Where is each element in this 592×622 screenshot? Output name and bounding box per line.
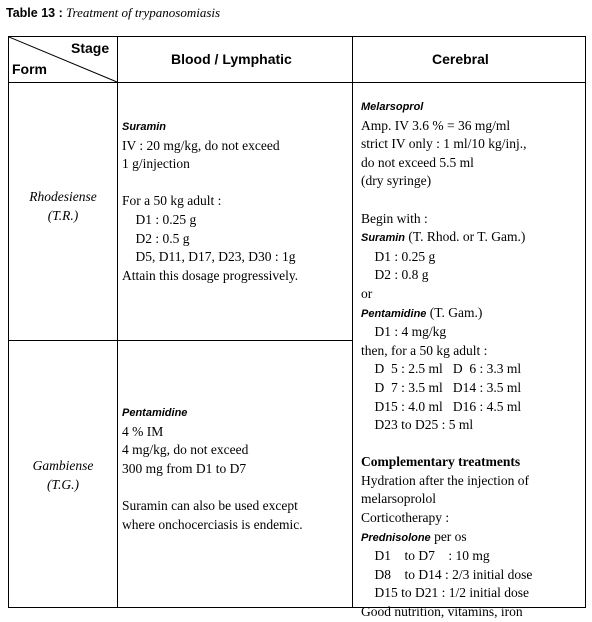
text-line: 4 mg/kg, do not exceed bbox=[122, 442, 249, 458]
drug-pentamidine-cerebral: Pentamidine bbox=[361, 307, 427, 320]
text-line: per os bbox=[430, 528, 467, 544]
drug-melarsoprol: Melarsoprol bbox=[361, 101, 424, 113]
header-stage: Stage bbox=[71, 40, 110, 56]
row-gambiense bbox=[9, 456, 117, 494]
caption-label: Table 13 : bbox=[6, 6, 63, 20]
text-line: Hydration after the injection of bbox=[361, 472, 529, 488]
drug-pentamidine: Pentamidine bbox=[122, 407, 188, 419]
text-line: D 7 : 3.5 ml D14 : 3.5 ml bbox=[361, 379, 522, 395]
text-line: strict IV only : 1 ml/10 kg/inj., bbox=[361, 136, 527, 152]
text-line: melarsoprolol bbox=[361, 491, 436, 507]
text-line: 300 mg from D1 to D7 bbox=[122, 460, 247, 476]
text-line: D8 to D14 : 2/3 initial dose bbox=[361, 566, 533, 582]
table-caption bbox=[6, 5, 220, 21]
text-line: IV : 20 mg/kg, do not exceed bbox=[122, 137, 280, 153]
gambiense-name: Gambiense bbox=[32, 458, 94, 473]
treatment-table bbox=[8, 36, 586, 620]
cell-cerebral bbox=[361, 97, 532, 622]
text-line: D1 to D7 : 10 mg bbox=[361, 548, 490, 564]
text-line: do not exceed 5.5 ml bbox=[361, 154, 474, 170]
column-divider-form bbox=[117, 37, 118, 607]
text-line: D2 : 0.8 g bbox=[361, 267, 429, 283]
drug-suramin: Suramin bbox=[122, 121, 167, 133]
text-line: Attain this dosage progressively. bbox=[122, 267, 299, 283]
text-line: (T. Gam.) bbox=[426, 304, 483, 320]
column-divider-blood bbox=[352, 37, 353, 607]
text-line: D23 to D25 : 5 ml bbox=[361, 417, 474, 433]
gambiense-abbr: (T.G.) bbox=[47, 477, 79, 492]
text-line: 4 % IM bbox=[122, 423, 164, 439]
header-blood-lymphatic: Blood / Lymphatic bbox=[171, 51, 292, 67]
cell-blood-rhodesiense bbox=[122, 117, 298, 285]
text-line: 1 g/injection bbox=[122, 156, 190, 172]
caption-title: Treatment of trypanosomiasis bbox=[65, 5, 221, 20]
text-line: or bbox=[361, 285, 373, 301]
row-divider bbox=[9, 340, 353, 341]
text-line: D1 : 0.25 g bbox=[361, 248, 436, 264]
complementary-treatments-title: Complementary treatments bbox=[361, 454, 521, 470]
text-line: Suramin can also be used except bbox=[122, 497, 298, 513]
text-line: (dry syringe) bbox=[361, 173, 432, 189]
header-form: Form bbox=[12, 61, 47, 77]
drug-suramin-cerebral: Suramin bbox=[361, 232, 406, 245]
text-line: D15 : 4.0 ml D16 : 4.5 ml bbox=[361, 398, 522, 414]
rhodesiense-abbr: (T.R.) bbox=[47, 208, 79, 223]
text-line: (T. Rhod. or T. Gam.) bbox=[405, 229, 526, 245]
rhodesiense-name: Rhodesiense bbox=[29, 189, 97, 204]
header-cerebral: Cerebral bbox=[432, 51, 489, 67]
text-line: then, for a 50 kg adult : bbox=[361, 342, 488, 358]
text-line: D 5 : 2.5 ml D 6 : 3.3 ml bbox=[361, 361, 522, 377]
text-line: D15 to D21 : 1/2 initial dose bbox=[361, 585, 529, 601]
text-line: For a 50 kg adult : bbox=[122, 193, 222, 209]
text-line: D1 : 4 mg/kg bbox=[361, 324, 447, 340]
row-rhodesiense bbox=[9, 187, 117, 225]
text-line: Amp. IV 3.6 % = 36 mg/ml bbox=[361, 117, 511, 133]
text-line: D2 : 0.5 g bbox=[122, 230, 190, 246]
text-line: D5, D11, D17, D23, D30 : 1g bbox=[122, 249, 296, 265]
text-line: Corticotherapy : bbox=[361, 510, 450, 526]
text-line: D1 : 0.25 g bbox=[122, 211, 197, 227]
text-line: Begin with : bbox=[361, 210, 428, 226]
text-line: Good nutrition, vitamins, iron bbox=[361, 604, 523, 620]
drug-prednisolone: Prednisolone bbox=[361, 531, 431, 544]
cell-blood-gambiense bbox=[122, 403, 303, 534]
text-line: where onchocerciasis is endemic. bbox=[122, 516, 303, 532]
